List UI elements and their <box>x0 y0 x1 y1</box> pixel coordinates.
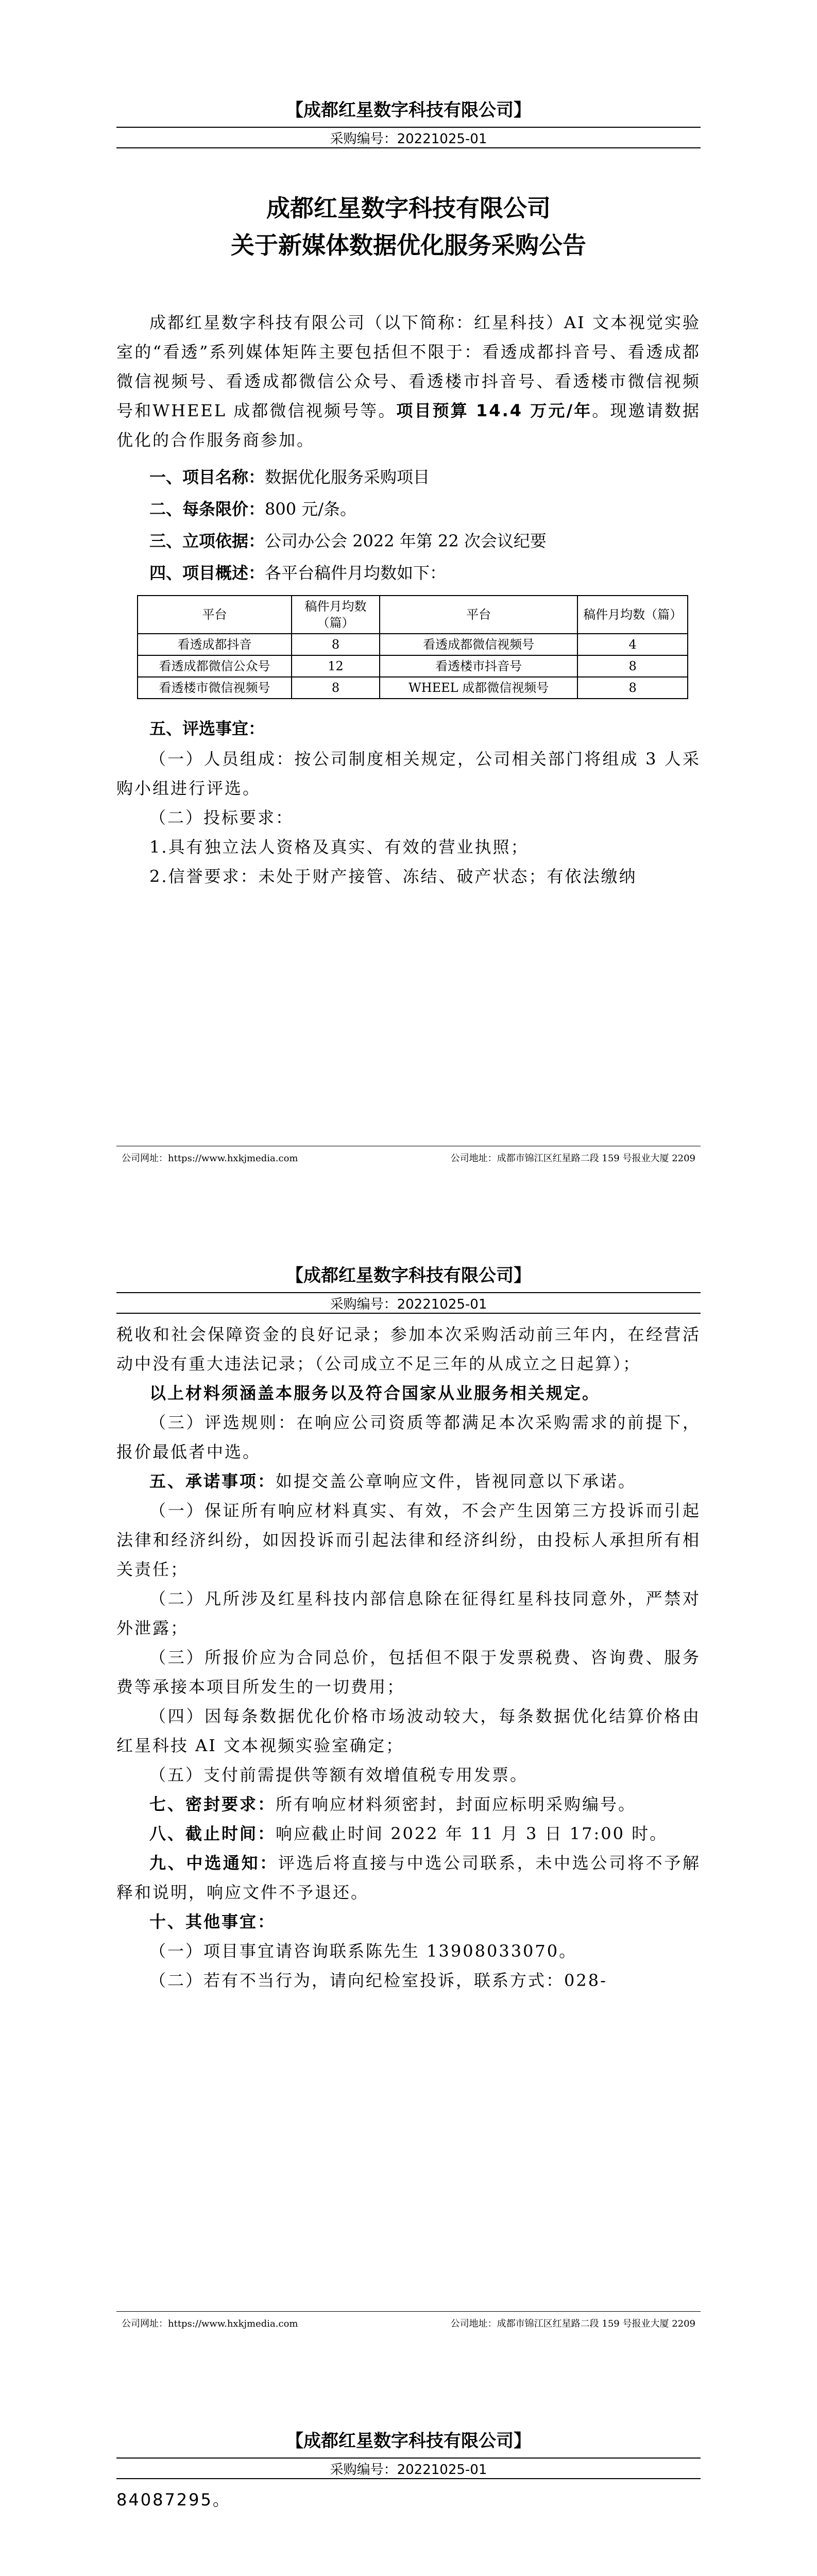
paragraph: 税收和社会保障资金的良好记录；参加本次采购活动前三年内，在经营活动中没有重大违法记录；（公司成立不足三年的从成立之日起算）； <box>116 1325 701 1374</box>
project-item: 四、项目概述：各平台稿件月均数如下： <box>149 563 447 583</box>
intro-tail: 。现邀请数据优化的合作服务商参加。 <box>116 401 701 450</box>
document-page-2 <box>0 1165 817 2331</box>
page-title-line1: 成都红星数字科技有限公司 <box>266 194 551 222</box>
table-cell: 4 <box>577 634 688 655</box>
paragraph: 2.信誉要求：未处于财产接管、冻结、破产状态；有依法缴纳 <box>149 867 637 886</box>
paragraph: （二）若有不当行为，请向纪检室投诉，联系方式：028- <box>149 1971 607 1990</box>
table-header: 稿件月均数（篇） <box>292 596 380 634</box>
paragraph: 1.具有独立法人资格及真实、有效的营业执照； <box>149 837 529 857</box>
table-cell: 看透成都微信公众号 <box>138 655 292 677</box>
paragraph: 84087295。 <box>116 2490 231 2510</box>
header-divider <box>116 2478 701 2479</box>
table-row <box>138 655 688 677</box>
table-cell: 8 <box>292 634 380 655</box>
table-row <box>138 677 688 699</box>
page-header <box>0 1261 817 1313</box>
header-company: 【成都红星数字科技有限公司】 <box>286 1265 531 1286</box>
project-items <box>116 461 701 589</box>
header-divider <box>116 127 701 128</box>
page-header <box>0 2427 817 2478</box>
project-item: 三、立项依据：公司办公会 2022 年第 22 次会议纪要 <box>149 531 547 551</box>
table-cell: 看透成都抖音 <box>138 634 292 655</box>
table-cell: 8 <box>292 677 380 699</box>
document-page-1 <box>0 0 817 1165</box>
intro-budget: 项目预算 14.4 万元/年 <box>396 401 592 420</box>
footer-website: 公司网址：https://www.hxkjmedia.com <box>122 1153 298 1164</box>
paragraph: 八、截止时间：响应截止时间 2022 年 11 月 3 日 17:00 时。 <box>149 1824 668 1843</box>
page-footer <box>122 1151 695 1164</box>
table-cell: WHEEL 成都微信视频号 <box>380 677 577 699</box>
paragraph: （一）人员组成：按公司制度相关规定，公司相关部门将组成 3 人采购小组进行评选。 <box>116 749 701 798</box>
page-header <box>0 96 817 147</box>
page-footer <box>122 2316 695 2330</box>
table-cell: 12 <box>292 655 380 677</box>
header-divider <box>116 1292 701 1293</box>
footer-divider <box>116 2311 701 2312</box>
table-cell: 8 <box>577 655 688 677</box>
document-page-3 <box>0 2331 817 2576</box>
table-cell: 8 <box>577 677 688 699</box>
bold-note: 以上材料须涵盖本服务以及符合国家从业服务相关规定。 <box>149 1383 601 1403</box>
table-cell: 看透成都微信视频号 <box>380 634 577 655</box>
page3-body <box>116 2485 701 2576</box>
paragraph: 九、中选通知：评选后将直接与中选公司联系，未中选公司将不予解释和说明，响应文件不予退还。 <box>116 1853 701 1902</box>
project-item: 二、每条限价：800 元/条。 <box>149 499 357 519</box>
section-heading: 五、评选事宜： <box>149 719 265 738</box>
header-divider <box>116 1313 701 1314</box>
footer-website: 公司网址：https://www.hxkjmedia.com <box>122 2318 298 2329</box>
table-header: 稿件月均数（篇） <box>577 596 688 634</box>
paragraph: （二）凡所涉及红星科技内部信息除在征得红星科技同意外，严禁对外泄露； <box>116 1589 701 1638</box>
paragraph: 七、密封要求：所有响应材料须密封，封面应标明采购编号。 <box>149 1794 637 1814</box>
table-header-row <box>138 596 688 634</box>
intro-paragraph <box>116 308 701 455</box>
table-cell: 看透楼市抖音号 <box>380 655 577 677</box>
header-company: 【成都红星数字科技有限公司】 <box>286 2431 531 2451</box>
footer-address: 公司地址：成都市锦江区红星路二段 159 号报业大厦 2209 <box>450 1153 695 1164</box>
header-procurement-no: 采购编号：20221025-01 <box>330 2462 487 2478</box>
platform-table <box>137 595 688 699</box>
paragraph: （一）保证所有响应材料真实、有效，不会产生因第三方投诉而引起法律和经济纠纷，如因投诉而引起法律和经济纠纷，由投标人承担所有相关责任； <box>116 1501 701 1579</box>
intro-text: 成都红星数字科技有限公司（以下简称：红星科技）AI 文本视觉实验室的“看透”系列媒体矩阵主要包括但不限于：看透成都抖音号、看透成都微信视频号、看透成都微信公众号、看透楼市抖音号、看透楼市微信视频号和WHEEL 成都微信视频号等。 <box>116 313 701 420</box>
paragraph: （一）项目事宜请咨询联系陈先生 13908033070。 <box>149 1941 577 1961</box>
header-company: 【成都红星数字科技有限公司】 <box>286 100 531 121</box>
page-title-line2: 关于新媒体数据优化服务采购公告 <box>231 231 586 259</box>
header-divider <box>116 2458 701 2459</box>
footer-address: 公司地址：成都市锦江区红星路二段 159 号报业大厦 2209 <box>450 2318 695 2329</box>
paragraph: （二）投标要求： <box>149 808 294 827</box>
paragraph: 五、承诺事项：如提交盖公章响应文件，皆视同意以下承诺。 <box>149 1471 637 1491</box>
header-procurement-no: 采购编号：20221025-01 <box>330 1297 487 1312</box>
header-procurement-no: 采购编号：20221025-01 <box>330 131 487 147</box>
page2-body <box>116 1320 701 1995</box>
table-row <box>138 634 688 655</box>
paragraph: 十、其他事宜： <box>149 1912 276 1931</box>
paragraph: （四）因每条数据优化价格市场波动较大，每条数据优化结算价格由红星科技 AI 文本视频实验室确定； <box>116 1706 701 1755</box>
header-divider <box>116 147 701 148</box>
table-cell: 看透楼市微信视频号 <box>138 677 292 699</box>
paragraph: （三）所报价应为合同总价，包括但不限于发票税费、咨询费、服务费等承接本项目所发生的一切费用； <box>116 1648 701 1697</box>
paragraph: （三）评选规则：在响应公司资质等都满足本次采购需求的前提下，报价最低者中选。 <box>116 1413 701 1462</box>
paragraph: （五）支付前需提供等额有效增值税专用发票。 <box>149 1765 529 1785</box>
table-header: 平台 <box>380 596 577 634</box>
project-item: 一、项目名称：数据优化服务采购项目 <box>149 467 430 487</box>
page1-body <box>116 190 701 891</box>
table-header: 平台 <box>138 596 292 634</box>
